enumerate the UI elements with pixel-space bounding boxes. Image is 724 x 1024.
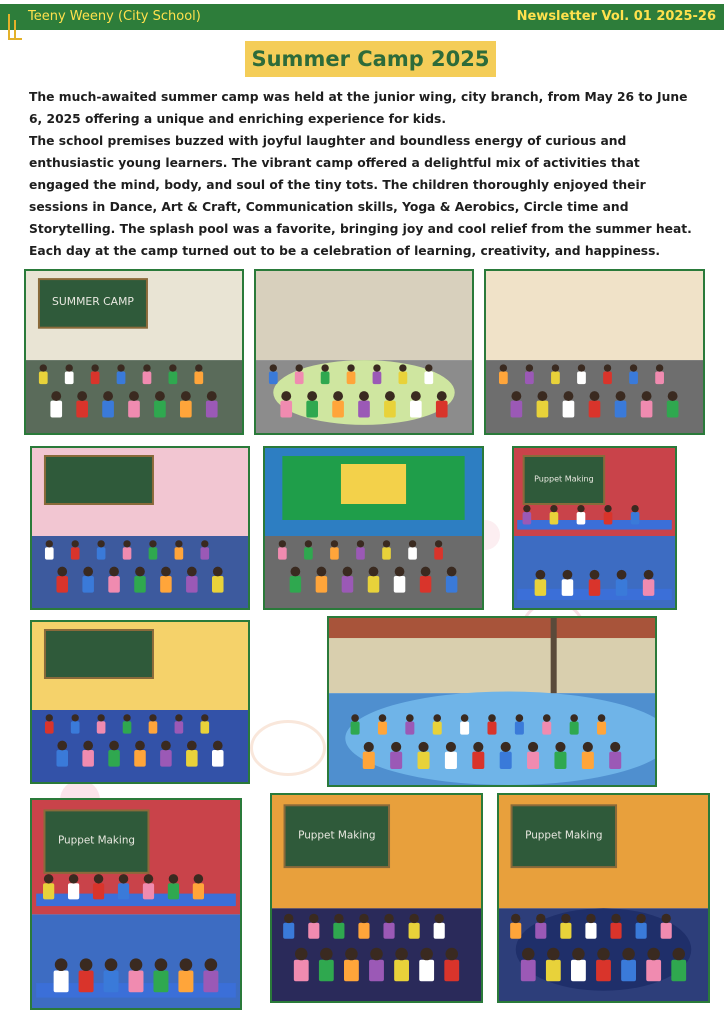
photo-scene: [265, 448, 482, 608]
photo-splash-pool: [327, 616, 657, 787]
school-name: Teeny Weeny (City School): [28, 9, 201, 24]
header-corner-ornament-base: [8, 38, 22, 40]
photo-scene: [26, 271, 242, 433]
photo-yoga-aerobics: [30, 620, 250, 784]
board-text: Puppet Making: [57, 834, 136, 847]
photo-scene: [499, 795, 708, 1001]
intro-text: [29, 86, 693, 262]
board-text: Puppet Making: [534, 474, 594, 484]
photo-stage-group: [263, 446, 484, 610]
intro-paragraph-1: The much-awaited summer camp was held at the junior wing, city branch, from May 26 to June 6, 2025 offering a unique and enriching experience for kids.: [29, 90, 688, 126]
header-corner-ornament-inner: [14, 20, 16, 40]
title-banner: [245, 41, 496, 77]
photo-scene: [329, 618, 655, 785]
photo-puppet-show: [270, 793, 483, 1003]
photo-classroom-dance: [30, 446, 250, 610]
photo-circle-time: [497, 793, 710, 1003]
newsletter-volume: Newsletter Vol. 01 2025-26: [516, 9, 716, 24]
photo-scene: [32, 622, 248, 782]
photo-puppet-making-tables: [512, 446, 677, 610]
intro-paragraph-2: The school premises buzzed with joyful laughter and boundless energy of curious and enthusiastic young learners. The vibrant camp offered a delightful mix of activities that engaged the mind, body, and soul of the tiny tots. The children thoroughly enjoyed their sessions in Dance, Art & Craft, Communication skills, Yoga & Aerobics, Circle time and Storytelling. The splash pool was a favorite, bringing joy and cool relief from the summer heat. Each day at the camp turned out to be a celebration of learning, creativity, and happiness.: [29, 134, 692, 258]
board-text: Puppet Making: [298, 829, 376, 842]
photo-scene: [272, 795, 481, 1001]
photo-puppet-tables-two: [30, 798, 242, 1010]
board-text: Puppet Making: [525, 829, 603, 842]
board-text: SUMMER CAMP: [52, 295, 134, 309]
photo-floor-mat-activity: [254, 269, 474, 435]
photo-summer-camp-classroom: [24, 269, 244, 435]
header-bar: [0, 4, 724, 30]
photo-hall-dance: [484, 269, 705, 435]
photo-scene: [486, 271, 703, 433]
photo-scene: [32, 448, 248, 608]
page-title: Summer Camp 2025: [251, 47, 490, 71]
photo-scene: [514, 448, 675, 608]
photo-scene: [256, 271, 472, 433]
photo-scene: [32, 800, 240, 1008]
header-corner-ornament: [8, 14, 10, 40]
